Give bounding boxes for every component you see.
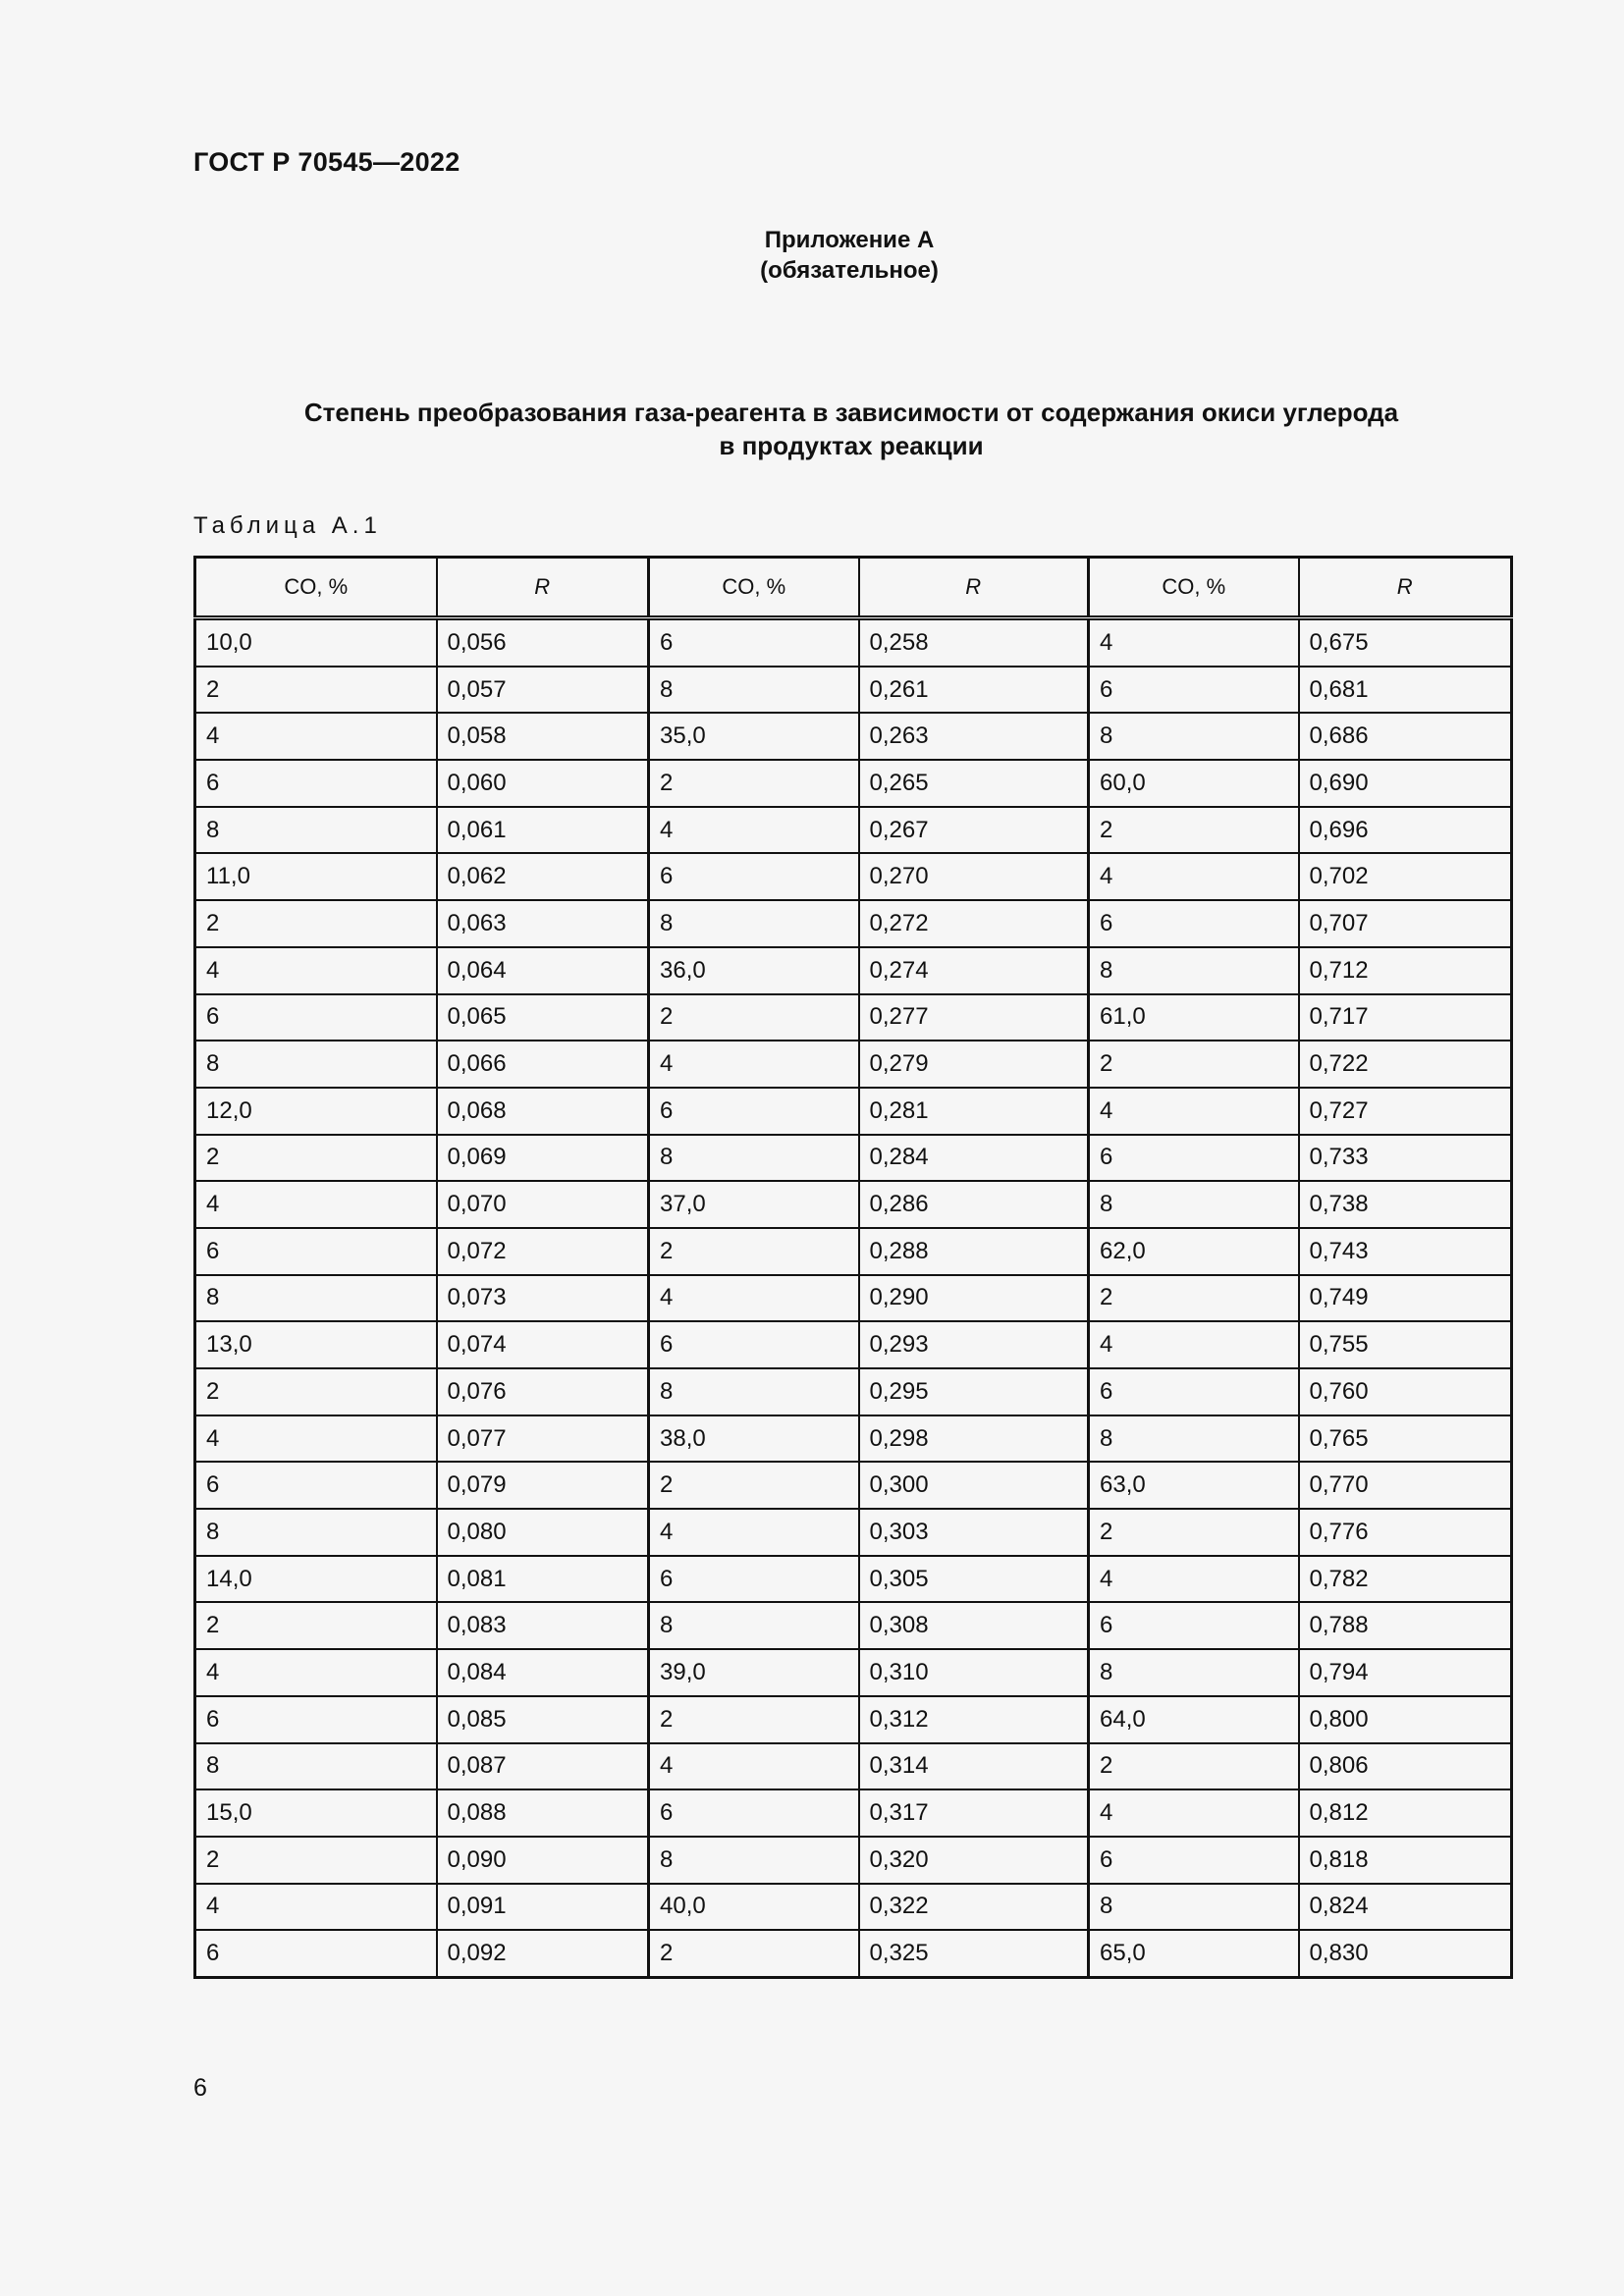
co-percent-cell: 6 — [1089, 900, 1299, 947]
table-row — [195, 1462, 1512, 1509]
co-percent-cell: 64,0 — [1089, 1696, 1299, 1743]
r-cell: 0,293 — [859, 1321, 1089, 1368]
r-cell: 0,727 — [1299, 1088, 1512, 1135]
r-cell: 0,077 — [437, 1415, 649, 1463]
r-cell: 0,072 — [437, 1228, 649, 1275]
co-percent-cell: 4 — [195, 1181, 437, 1228]
co-percent-cell: 8 — [195, 1041, 437, 1088]
co-percent-cell: 2 — [195, 1368, 437, 1415]
co-percent-cell: 15,0 — [195, 1789, 437, 1837]
header-r: R — [1299, 558, 1512, 618]
co-percent-cell: 2 — [195, 900, 437, 947]
co-percent-cell: 8 — [649, 1368, 859, 1415]
co-percent-cell: 4 — [1089, 1556, 1299, 1603]
co-percent-cell: 36,0 — [649, 947, 859, 994]
co-percent-cell: 6 — [195, 1696, 437, 1743]
co-percent-cell: 2 — [649, 760, 859, 807]
r-cell: 0,258 — [859, 618, 1089, 667]
table-row — [195, 1556, 1512, 1603]
r-cell: 0,765 — [1299, 1415, 1512, 1463]
r-cell: 0,062 — [437, 853, 649, 900]
r-cell: 0,090 — [437, 1837, 649, 1884]
r-cell: 0,087 — [437, 1743, 649, 1790]
r-cell: 0,057 — [437, 667, 649, 714]
co-percent-cell: 6 — [649, 853, 859, 900]
table-header-row — [195, 558, 1512, 618]
r-cell: 0,261 — [859, 667, 1089, 714]
r-cell: 0,310 — [859, 1649, 1089, 1696]
r-cell: 0,806 — [1299, 1743, 1512, 1790]
r-cell: 0,675 — [1299, 618, 1512, 667]
header-r: R — [437, 558, 649, 618]
r-cell: 0,085 — [437, 1696, 649, 1743]
table-row — [195, 1649, 1512, 1696]
co-percent-cell: 65,0 — [1089, 1930, 1299, 1977]
co-percent-cell: 6 — [195, 1462, 437, 1509]
table-row — [195, 667, 1512, 714]
co-percent-cell: 4 — [649, 807, 859, 854]
r-cell: 0,277 — [859, 994, 1089, 1041]
co-percent-cell: 4 — [1089, 1789, 1299, 1837]
co-percent-cell: 2 — [649, 1228, 859, 1275]
co-percent-cell: 14,0 — [195, 1556, 437, 1603]
table-row — [195, 1275, 1512, 1322]
header-co-percent: CO, % — [649, 558, 859, 618]
co-percent-cell: 6 — [649, 1789, 859, 1837]
co-percent-cell: 4 — [1089, 618, 1299, 667]
r-cell: 0,064 — [437, 947, 649, 994]
table-row — [195, 1228, 1512, 1275]
co-percent-cell: 10,0 — [195, 618, 437, 667]
co-percent-cell: 8 — [195, 1743, 437, 1790]
r-cell: 0,058 — [437, 713, 649, 760]
co-percent-cell: 6 — [1089, 1135, 1299, 1182]
r-cell: 0,295 — [859, 1368, 1089, 1415]
co-percent-cell: 4 — [195, 1884, 437, 1931]
co-percent-cell: 6 — [1089, 1837, 1299, 1884]
appendix-title: Приложение А — [764, 227, 935, 253]
section-title — [193, 396, 1509, 462]
r-cell: 0,830 — [1299, 1930, 1512, 1977]
r-cell: 0,070 — [437, 1181, 649, 1228]
r-cell: 0,738 — [1299, 1181, 1512, 1228]
table-row — [195, 900, 1512, 947]
r-cell: 0,314 — [859, 1743, 1089, 1790]
r-cell: 0,056 — [437, 618, 649, 667]
r-cell: 0,696 — [1299, 807, 1512, 854]
r-cell: 0,092 — [437, 1930, 649, 1977]
co-percent-cell: 8 — [649, 667, 859, 714]
co-percent-cell: 2 — [1089, 1041, 1299, 1088]
co-percent-cell: 4 — [1089, 1321, 1299, 1368]
co-percent-cell: 2 — [195, 667, 437, 714]
co-percent-cell: 6 — [649, 1556, 859, 1603]
co-percent-cell: 8 — [195, 1509, 437, 1556]
co-percent-cell: 8 — [649, 900, 859, 947]
co-percent-cell: 6 — [195, 760, 437, 807]
r-cell: 0,707 — [1299, 900, 1512, 947]
co-percent-cell: 6 — [1089, 1602, 1299, 1649]
header-co-percent: CO, % — [195, 558, 437, 618]
table-row — [195, 1837, 1512, 1884]
r-cell: 0,079 — [437, 1462, 649, 1509]
co-percent-cell: 4 — [195, 1415, 437, 1463]
table-row — [195, 853, 1512, 900]
co-percent-cell: 37,0 — [649, 1181, 859, 1228]
co-percent-cell: 2 — [195, 1602, 437, 1649]
r-cell: 0,312 — [859, 1696, 1089, 1743]
r-cell: 0,286 — [859, 1181, 1089, 1228]
page-number: 6 — [193, 2074, 207, 2102]
co-percent-cell: 8 — [1089, 1181, 1299, 1228]
co-percent-cell: 8 — [649, 1135, 859, 1182]
co-percent-cell: 8 — [195, 807, 437, 854]
table-row — [195, 1789, 1512, 1837]
co-percent-cell: 40,0 — [649, 1884, 859, 1931]
r-cell: 0,267 — [859, 807, 1089, 854]
co-percent-cell: 4 — [195, 1649, 437, 1696]
r-cell: 0,088 — [437, 1789, 649, 1837]
r-cell: 0,065 — [437, 994, 649, 1041]
co-percent-cell: 6 — [1089, 667, 1299, 714]
r-cell: 0,066 — [437, 1041, 649, 1088]
co-percent-cell: 13,0 — [195, 1321, 437, 1368]
section-title-line-2: в продуктах реакции — [719, 431, 984, 460]
r-cell: 0,812 — [1299, 1789, 1512, 1837]
co-percent-cell: 8 — [195, 1275, 437, 1322]
r-cell: 0,076 — [437, 1368, 649, 1415]
table-row — [195, 1743, 1512, 1790]
r-cell: 0,322 — [859, 1884, 1089, 1931]
co-percent-cell: 4 — [649, 1509, 859, 1556]
r-cell: 0,300 — [859, 1462, 1089, 1509]
r-cell: 0,270 — [859, 853, 1089, 900]
table-body — [195, 618, 1512, 1978]
r-cell: 0,818 — [1299, 1837, 1512, 1884]
co-percent-cell: 2 — [1089, 807, 1299, 854]
co-percent-cell: 2 — [649, 1930, 859, 1977]
r-cell: 0,265 — [859, 760, 1089, 807]
table-row — [195, 1088, 1512, 1135]
r-cell: 0,284 — [859, 1135, 1089, 1182]
r-cell: 0,320 — [859, 1837, 1089, 1884]
table-row — [195, 1135, 1512, 1182]
co-percent-cell: 62,0 — [1089, 1228, 1299, 1275]
co-percent-cell: 61,0 — [1089, 994, 1299, 1041]
r-cell: 0,760 — [1299, 1368, 1512, 1415]
r-cell: 0,749 — [1299, 1275, 1512, 1322]
co-percent-cell: 4 — [649, 1743, 859, 1790]
r-cell: 0,061 — [437, 807, 649, 854]
co-percent-cell: 39,0 — [649, 1649, 859, 1696]
document-id: ГОСТ Р 70545—2022 — [193, 147, 460, 177]
r-cell: 0,681 — [1299, 667, 1512, 714]
table-row — [195, 618, 1512, 667]
co-percent-cell: 8 — [1089, 1884, 1299, 1931]
r-cell: 0,755 — [1299, 1321, 1512, 1368]
r-cell: 0,068 — [437, 1088, 649, 1135]
co-percent-cell: 6 — [649, 1321, 859, 1368]
table-row — [195, 760, 1512, 807]
r-cell: 0,690 — [1299, 760, 1512, 807]
co-percent-cell: 4 — [649, 1041, 859, 1088]
co-percent-cell: 4 — [195, 947, 437, 994]
r-cell: 0,073 — [437, 1275, 649, 1322]
table-row — [195, 947, 1512, 994]
co-percent-cell: 2 — [195, 1837, 437, 1884]
table-row — [195, 1415, 1512, 1463]
r-cell: 0,074 — [437, 1321, 649, 1368]
co-percent-cell: 4 — [649, 1275, 859, 1322]
header-r: R — [859, 558, 1089, 618]
co-percent-cell: 4 — [195, 713, 437, 760]
r-cell: 0,325 — [859, 1930, 1089, 1977]
co-percent-cell: 2 — [1089, 1275, 1299, 1322]
co-percent-cell: 8 — [1089, 713, 1299, 760]
r-cell: 0,686 — [1299, 713, 1512, 760]
r-cell: 0,063 — [437, 900, 649, 947]
r-cell: 0,084 — [437, 1649, 649, 1696]
table-row — [195, 1368, 1512, 1415]
r-cell: 0,305 — [859, 1556, 1089, 1603]
table-row — [195, 1509, 1512, 1556]
r-cell: 0,288 — [859, 1228, 1089, 1275]
co-percent-cell: 2 — [649, 1696, 859, 1743]
data-table — [193, 556, 1513, 1979]
r-cell: 0,782 — [1299, 1556, 1512, 1603]
r-cell: 0,069 — [437, 1135, 649, 1182]
r-cell: 0,080 — [437, 1509, 649, 1556]
r-cell: 0,060 — [437, 760, 649, 807]
r-cell: 0,717 — [1299, 994, 1512, 1041]
appendix-heading — [0, 225, 1624, 286]
co-percent-cell: 8 — [649, 1602, 859, 1649]
r-cell: 0,743 — [1299, 1228, 1512, 1275]
co-percent-cell: 4 — [1089, 1088, 1299, 1135]
r-cell: 0,083 — [437, 1602, 649, 1649]
r-cell: 0,800 — [1299, 1696, 1512, 1743]
co-percent-cell: 6 — [1089, 1368, 1299, 1415]
r-cell: 0,263 — [859, 713, 1089, 760]
r-cell: 0,702 — [1299, 853, 1512, 900]
r-cell: 0,722 — [1299, 1041, 1512, 1088]
table-caption: Таблица А.1 — [193, 512, 382, 539]
r-cell: 0,281 — [859, 1088, 1089, 1135]
co-percent-cell: 2 — [1089, 1743, 1299, 1790]
r-cell: 0,081 — [437, 1556, 649, 1603]
co-percent-cell: 8 — [1089, 1649, 1299, 1696]
co-percent-cell: 2 — [195, 1135, 437, 1182]
table-row — [195, 713, 1512, 760]
r-cell: 0,308 — [859, 1602, 1089, 1649]
co-percent-cell: 6 — [195, 1930, 437, 1977]
co-percent-cell: 6 — [649, 618, 859, 667]
co-percent-cell: 63,0 — [1089, 1462, 1299, 1509]
r-cell: 0,091 — [437, 1884, 649, 1931]
r-cell: 0,303 — [859, 1509, 1089, 1556]
co-percent-cell: 8 — [1089, 1415, 1299, 1463]
r-cell: 0,770 — [1299, 1462, 1512, 1509]
co-percent-cell: 35,0 — [649, 713, 859, 760]
co-percent-cell: 4 — [1089, 853, 1299, 900]
co-percent-cell: 6 — [649, 1088, 859, 1135]
section-title-line-1: Степень преобразования газа-реагента в зависимости от содержания окиси углерода — [303, 398, 1399, 427]
co-percent-cell: 38,0 — [649, 1415, 859, 1463]
co-percent-cell: 8 — [649, 1837, 859, 1884]
co-percent-cell: 2 — [649, 1462, 859, 1509]
r-cell: 0,776 — [1299, 1509, 1512, 1556]
table-row — [195, 1930, 1512, 1977]
co-percent-cell: 8 — [1089, 947, 1299, 994]
r-cell: 0,272 — [859, 900, 1089, 947]
table-row — [195, 1884, 1512, 1931]
co-percent-cell: 2 — [649, 994, 859, 1041]
table-row — [195, 1696, 1512, 1743]
co-percent-cell: 12,0 — [195, 1088, 437, 1135]
appendix-subtitle: (обязательное) — [760, 257, 939, 284]
r-cell: 0,733 — [1299, 1135, 1512, 1182]
co-percent-cell: 6 — [195, 994, 437, 1041]
table-row — [195, 1181, 1512, 1228]
r-cell: 0,788 — [1299, 1602, 1512, 1649]
table-row — [195, 807, 1512, 854]
table-row — [195, 1041, 1512, 1088]
co-percent-cell: 60,0 — [1089, 760, 1299, 807]
r-cell: 0,317 — [859, 1789, 1089, 1837]
header-co-percent: CO, % — [1089, 558, 1299, 618]
r-cell: 0,298 — [859, 1415, 1089, 1463]
table-row — [195, 1602, 1512, 1649]
co-percent-cell: 11,0 — [195, 853, 437, 900]
co-percent-cell: 2 — [1089, 1509, 1299, 1556]
r-cell: 0,290 — [859, 1275, 1089, 1322]
r-cell: 0,274 — [859, 947, 1089, 994]
r-cell: 0,824 — [1299, 1884, 1512, 1931]
table-row — [195, 1321, 1512, 1368]
r-cell: 0,279 — [859, 1041, 1089, 1088]
r-cell: 0,794 — [1299, 1649, 1512, 1696]
r-cell: 0,712 — [1299, 947, 1512, 994]
co-percent-cell: 6 — [195, 1228, 437, 1275]
table-row — [195, 994, 1512, 1041]
